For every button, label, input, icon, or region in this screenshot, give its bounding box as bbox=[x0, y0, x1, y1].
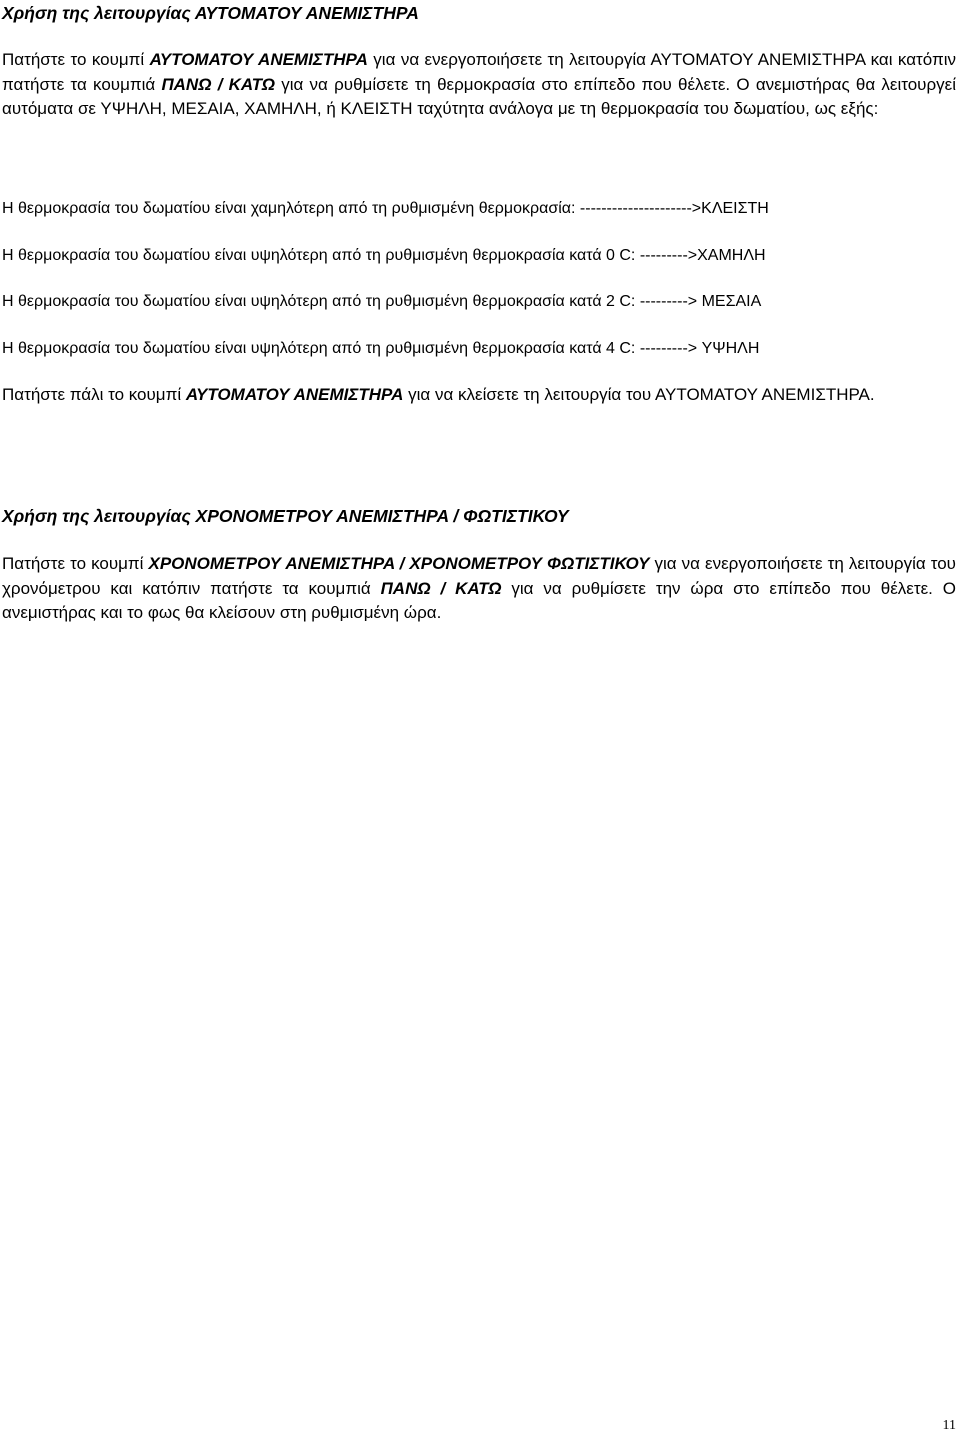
fan-rule-high: Η θερμοκρασία του δωματίου είναι υψηλότερη από τη ρυθμισμένη θερμοκρασία κατά 4 C: ---------> ΥΨΗΛΗ bbox=[2, 340, 760, 357]
up-down-buttons-name: ΠΑΝΩ / ΚΑΤΩ bbox=[380, 578, 502, 598]
auto-fan-button-name: ΑΥΤΟΜΑΤΟΥ ΑΝΕΜΙΣΤΗΡΑ bbox=[185, 385, 404, 404]
auto-fan-closing-paragraph: Πατήστε πάλι το κουμπί ΑΥΤΟΜΑΤΟΥ ΑΝΕΜΙΣΤΗΡΑ για να κλείσετε τη λειτουργία του ΑΥΤΟΜΑΤΟΥ ΑΝΕΜΙΣΤΗΡΑ. bbox=[2, 385, 875, 404]
fan-rule-medium: Η θερμοκρασία του δωματίου είναι υψηλότερη από τη ρυθμισμένη θερμοκρασία κατά 2 C: ---------> ΜΕΣΑΙΑ bbox=[2, 293, 762, 310]
fan-rule-low: Η θερμοκρασία του δωματίου είναι υψηλότερη από τη ρυθμισμένη θερμοκρασία κατά 0 C: --------->ΧΑΜΗΛΗ bbox=[2, 247, 766, 264]
timer-paragraph: Πατήστε το κουμπί ΧΡΟΝΟΜΕΤΡΟΥ ΑΝΕΜΙΣΤΗΡΑ / ΧΡΟΝΟΜΕΤΡΟΥ ΦΩΤΙΣΤΙΚΟΥ για να ενεργοποιήσετε τη λειτουργία του χρονόμετρου και κατόπιν πατήστε τα κουμπιά ΠΑΝΩ / ΚΑΤΩ για να ρυθμίσετε την ώρα στο επίπεδο που θέλετε. Ο ανεμιστήρας και το φως θα κλείσουν στη ρυθμισμένη ώρα. bbox=[2, 554, 956, 622]
page-number: 11 bbox=[942, 1418, 956, 1433]
auto-fan-button-name: ΑΥΤΟΜΑΤΟΥ ΑΝΕΜΙΣΤΗΡΑ bbox=[149, 50, 368, 69]
fan-rule-off: Η θερμοκρασία του δωματίου είναι χαμηλότερη από τη ρυθμισμένη θερμοκρασία: --------------------->ΚΛΕΙΣΤΗ bbox=[2, 200, 769, 217]
auto-fan-heading: Χρήση της λειτουργίας ΑΥΤΟΜΑΤΟΥ ΑΝΕΜΙΣΤΗΡΑ bbox=[2, 3, 419, 23]
auto-fan-intro-paragraph: Πατήστε το κουμπί ΑΥΤΟΜΑΤΟΥ ΑΝΕΜΙΣΤΗΡΑ για να ενεργοποιήσετε τη λειτουργία ΑΥΤΟΜΑΤΟΥ ΑΝΕΜΙΣΤΗΡΑ και κατόπιν πατήστε τα κουμπιά ΠΑΝΩ / ΚΑΤΩ για να ρυθμίσετε τη θερμοκρασία στο επίπεδο που θέλετε. Ο ανεμιστήρας θα λειτουργεί αυτόματα σε ΥΨΗΛΗ, ΜΕΣΑΙΑ, ΧΑΜΗΛΗ, ή ΚΛΕΙΣΤΗ ταχύτητα ανάλογα με τη θερμοκρασία του δωματίου, ως εξής: bbox=[2, 50, 957, 118]
timer-button-name: ΧΡΟΝΟΜΕΤΡΟΥ ΑΝΕΜΙΣΤΗΡΑ / ΧΡΟΝΟΜΕΤΡΟΥ ΦΩΤΙΣΤΙΚΟΥ bbox=[148, 554, 650, 573]
up-down-buttons-name: ΠΑΝΩ / ΚΑΤΩ bbox=[161, 74, 275, 94]
timer-heading: Χρήση της λειτουργίας ΧΡΟΝΟΜΕΤΡΟΥ ΑΝΕΜΙΣΤΗΡΑ / ΦΩΤΙΣΤΙΚΟΥ bbox=[2, 506, 569, 526]
